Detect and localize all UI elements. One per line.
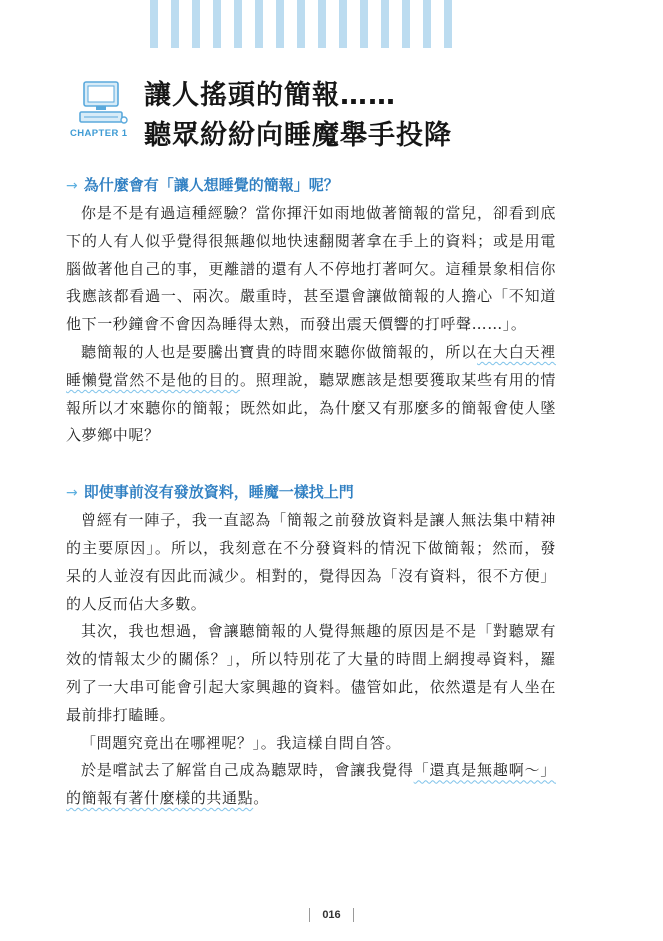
top-stripes-decoration [150, 0, 470, 48]
paragraph: 其次，我也想過，會讓聽簡報的人覺得無趣的原因是不是「對聽眾有效的情報太少的關係？」，所以特別花了大量的時間上網搜尋資料，羅列了一大串可能會引起大家興趣的資料。儘管如此，依然還是有人坐在最前排打瞌睡。 [66, 622, 556, 724]
highlighted-text: 「還真是無趣啊～」的簡報有著什麼樣的共通點 [66, 761, 556, 808]
chapter-title-line-2: 聽眾紛紛向睡魔舉手投降 [144, 120, 452, 151]
paragraph: 你是不是有過這種經驗？當你揮汗如雨地做著簡報的當兒，卻看到底下的人有人似乎覺得很無趣似地快速翻閱著拿在手上的資料；或是用電腦做著他自己的事，更離譜的還有人不停地打著呵欠。這種景象相信你我應該都看過一、兩次。嚴重時，甚至還會讓做簡報的人擔心「不知道他下一秒鐘會不會因為睡得太熟，而發出震天價響的打呼聲……」。 [66, 204, 556, 334]
highlighted-text: 在大白天裡睡懶覺當然不是他的目的 [66, 342, 556, 389]
computer-icon [74, 78, 130, 128]
paragraph: 於是嚐試去了解當自己成為聽眾時，會讓我覺得「還真是無趣啊～」的簡報有著什麼樣的共通點。 [66, 761, 556, 808]
page-number: 016 [0, 908, 663, 922]
chapter-title-line-1: 讓人搖頭的簡報…… [144, 80, 396, 111]
article-body [66, 173, 556, 813]
paragraph: 「問題究竟出在哪裡呢？」。我這樣自問自答。 [81, 733, 402, 752]
paragraph: 曾經有一陣子，我一直認為「簡報之前發放資料是讓人無法集中精神的主要原因」。所以，我刻意在不分發資料的情況下做簡報；然而，發呆的人並沒有因此而減少。相對的，覺得因為「沒有資料，很不方便」的人反而佔大多數。 [66, 511, 556, 613]
paragraph: 聽簡報的人也是要騰出寶貴的時間來聽你做簡報的，所以在大白天裡睡懶覺當然不是他的目的。照理說，聽眾應該是想要獲取某些有用的情報所以才來聽你的簡報；既然如此，為什麼又有那麼多的簡報會使人墜入夢鄉中呢？ [66, 342, 556, 445]
arrow-right-icon: → [66, 485, 78, 502]
chapter-title [144, 76, 452, 156]
arrow-right-icon: → [66, 178, 78, 194]
section-heading-1: → 為什麼會有「讓人想睡覺的簡報」呢？ [66, 176, 339, 194]
section-heading-2: → 即使事前沒有發放資料，睡魔一樣找上門 [66, 483, 354, 502]
chapter-label: CHAPTER 1 [70, 128, 128, 139]
